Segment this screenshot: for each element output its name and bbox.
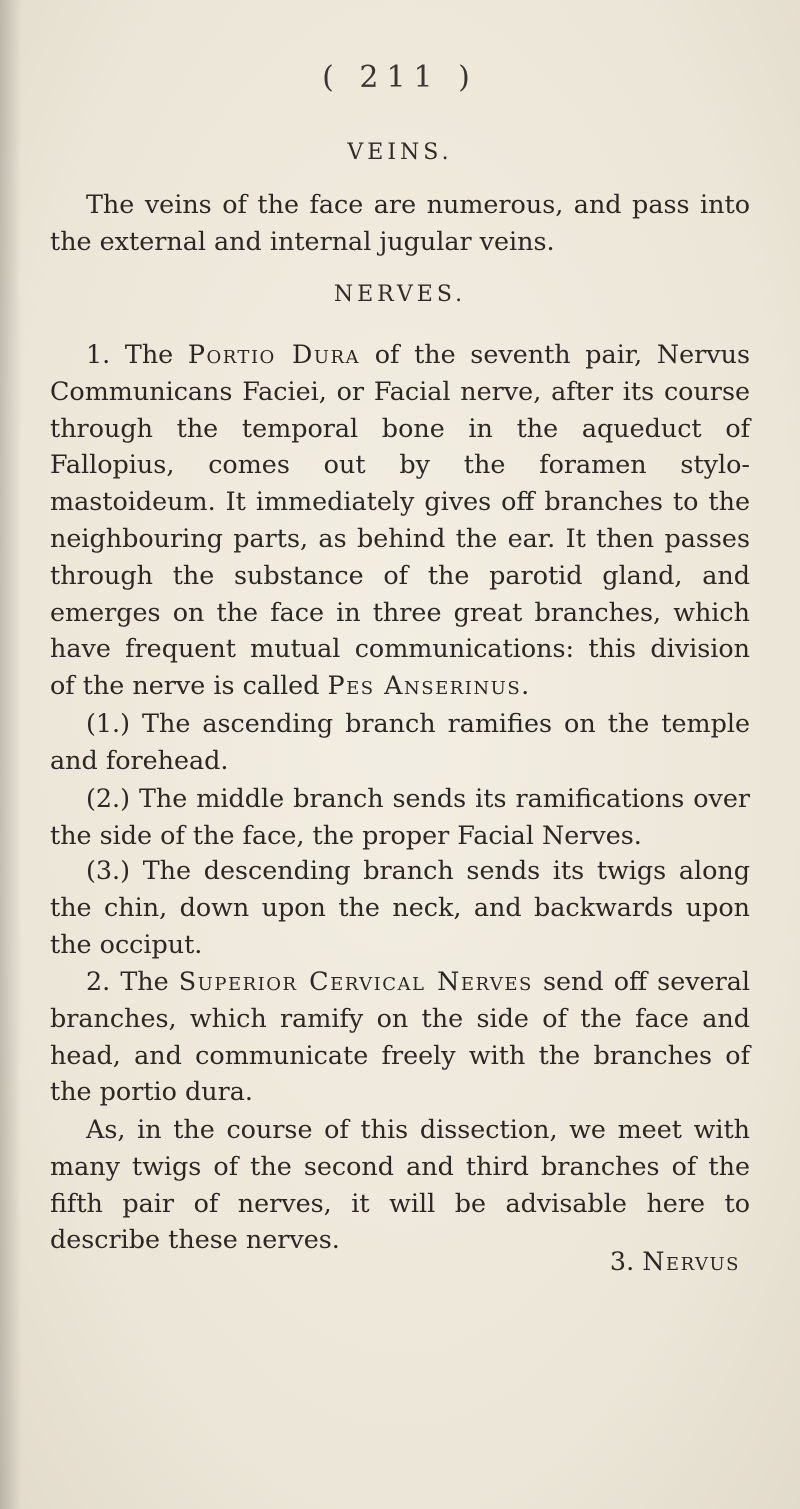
veins-paragraph: The veins of the face are numerous, and pass into the external and internal jugular veins. <box>50 189 750 256</box>
nerve-1-number: 1. The <box>86 339 188 369</box>
catchword <box>610 1243 740 1280</box>
pes-anserinus-term: Pes Anserinus <box>327 670 522 701</box>
ascending-branch-paragraph: (1.) The ascending branch ramifies on the temple and forehead. <box>50 708 750 775</box>
nerve-2-name: Superior Cervical Nerves <box>178 966 533 996</box>
closing-paragraph: As, in the course of this dissection, we meet with many twigs of the second and third branches of the fifth pair of nerves, it will be advisable here to describe these nerves. <box>50 1114 750 1255</box>
nerve-2-paragraph <box>50 963 750 1110</box>
page-number: ( 211 ) <box>322 60 478 95</box>
nerve-2-number: 2. The <box>86 966 179 996</box>
nerve-1-paragraph <box>50 336 750 704</box>
gutter-shadow <box>0 0 22 1509</box>
descending-branch-paragraph: (3.) The descending branch sends its twigs along the chin, down upon the neck, and backwards upon the occiput. <box>50 855 750 959</box>
catchword-word: Nervus <box>642 1246 740 1276</box>
nerve-1-text: of the seventh pair, Nervus Communicans Faciei, or Facial nerve, after its course through the temporal bone in the aqueduct of Fallopius, comes out by the foramen stylo-mastoideum. It immediately gives off branches to the neighbouring parts, as behind the ear. It then passes through the substance of the parotid gland, and emerges on the face in three great branches, which have frequent mutual communications: this division of the nerve is called <box>50 339 750 701</box>
middle-branch-paragraph: (2.) The middle branch sends its ramifications over the side of the face, the proper Facial Nerves. <box>50 783 750 850</box>
nerves-heading: NERVES. <box>333 282 467 307</box>
catchword-number: 3. <box>609 1246 643 1276</box>
nerve-1-name: Portio Dura <box>187 339 361 369</box>
veins-heading: VEINS. <box>347 140 453 165</box>
nerve-2-text: send off several branches, which ramify on the side of the face and head, and communicate freely with the branches of the portio dura. <box>50 966 751 1107</box>
nerve-1-end: . <box>521 670 530 701</box>
